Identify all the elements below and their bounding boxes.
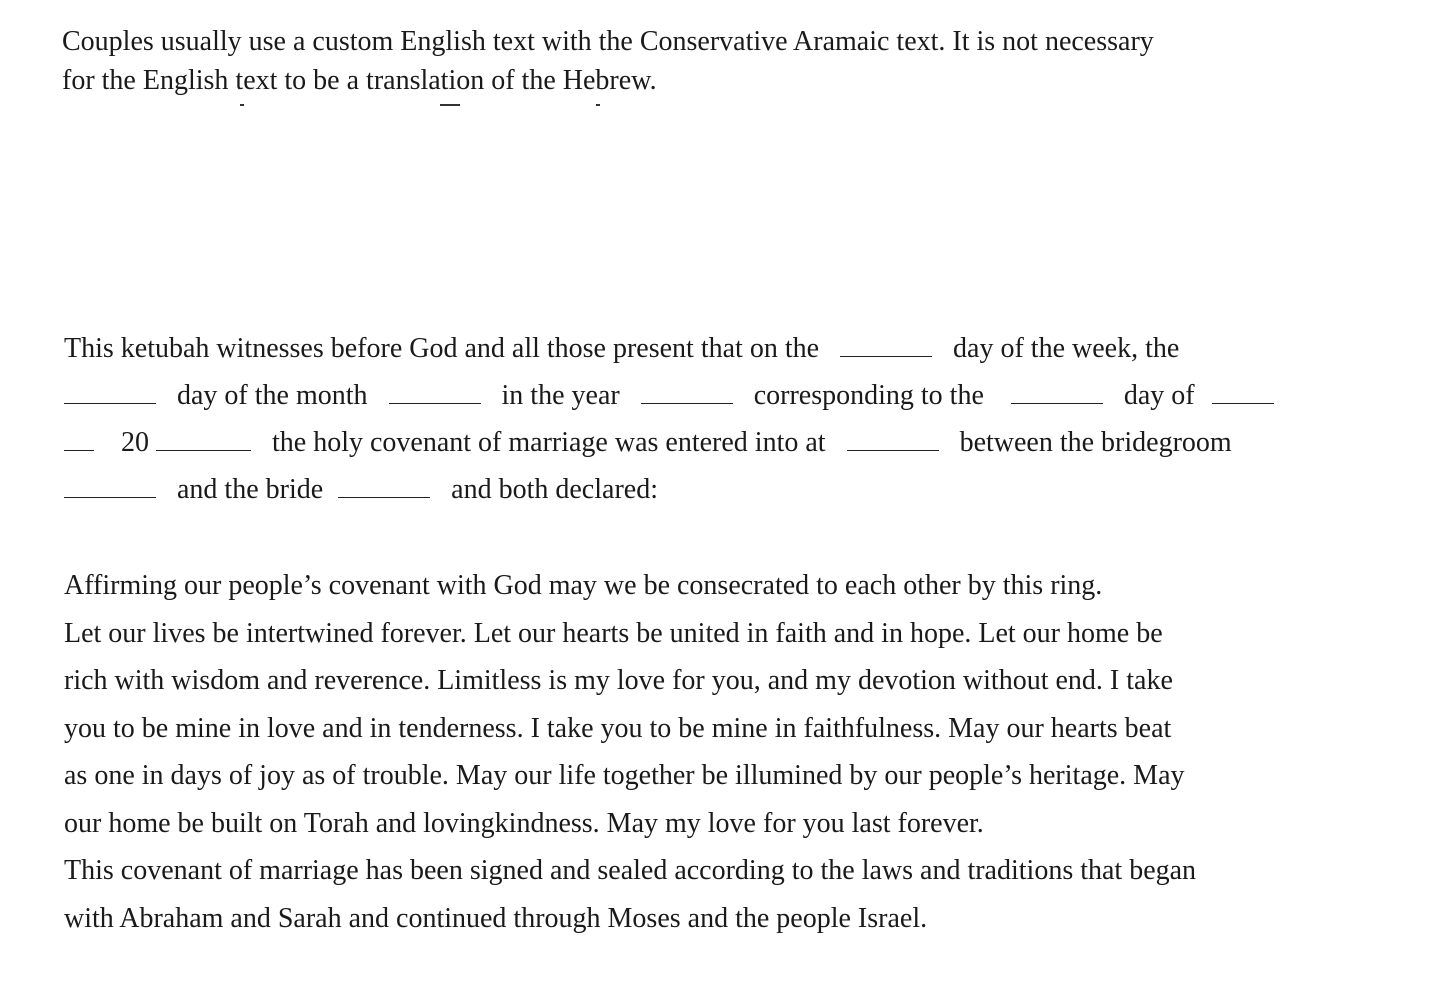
vow-line: This covenant of marriage has been signed and sealed according to the laws and traditions that began bbox=[64, 855, 1197, 886]
witness-text: day of the month bbox=[177, 380, 368, 411]
witness-line-3 bbox=[64, 419, 1354, 466]
vow-line: Affirming our people’s covenant with God may we be consecrated to each other by this ring. bbox=[64, 570, 1103, 601]
blank-bridegroom bbox=[64, 475, 156, 498]
blank-civil-month bbox=[1212, 381, 1274, 404]
intro-line-1: Couples usually use a custom English text with the Conservative Aramaic text. It is not necessary bbox=[62, 26, 1154, 57]
scan-artifact-mark bbox=[240, 104, 244, 106]
blank-civil-month-cont bbox=[64, 428, 94, 451]
scan-artifact-mark bbox=[440, 104, 460, 106]
witness-text: and both declared: bbox=[451, 474, 658, 505]
vow-line: rich with wisdom and reverence. Limitless is my love for you, and my devotion without end. I take bbox=[64, 665, 1173, 696]
witness-text: the holy covenant of marriage was entered into at bbox=[272, 427, 826, 458]
vow-line: as one in days of joy as of trouble. May our life together be illumined by our people’s heritage. May bbox=[64, 760, 1185, 791]
vow-line: Let our lives be intertwined forever. Let our hearts be united in faith and in hope. Let our home be bbox=[64, 617, 1163, 649]
intro-paragraph bbox=[62, 22, 1342, 100]
witness-text: day of bbox=[1123, 380, 1195, 411]
witness-text: and the bride bbox=[177, 474, 324, 505]
witness-line-4 bbox=[64, 466, 1354, 513]
year-prefix: 20 bbox=[121, 427, 149, 458]
vow-line: our home be built on Torah and lovingkindness. May my love for you last forever. bbox=[64, 807, 984, 839]
witness-line-2 bbox=[64, 372, 1354, 419]
vow-line: you to be mine in love and in tenderness. I take you to be mine in faithfulness. May our hearts beat bbox=[64, 712, 1172, 744]
blank-day-of-month bbox=[64, 381, 156, 404]
blank-location bbox=[847, 428, 939, 451]
blank-civil-year bbox=[156, 428, 251, 451]
blank-year bbox=[641, 381, 733, 404]
witness-text: between the bridegroom bbox=[959, 427, 1232, 458]
witness-text: day of the week, the bbox=[953, 333, 1180, 364]
scan-artifact-mark bbox=[596, 104, 600, 106]
witness-text: in the year bbox=[501, 380, 620, 411]
intro-line-2: for the English text to be a translation of the Hebrew. bbox=[62, 65, 657, 96]
blank-month bbox=[389, 381, 481, 404]
vow-line: with Abraham and Sarah and continued through Moses and the people Israel. bbox=[64, 902, 928, 934]
blank-day-of-week bbox=[840, 334, 932, 357]
blank-bride bbox=[338, 475, 430, 498]
ketubah-witness-paragraph bbox=[64, 325, 1354, 513]
witness-text: This ketubah witnesses before God and all those present that on the bbox=[64, 333, 820, 364]
vows-paragraph bbox=[64, 562, 1364, 942]
blank-civil-day bbox=[1011, 381, 1103, 404]
witness-text: corresponding to the bbox=[753, 380, 984, 411]
witness-line-1 bbox=[64, 325, 1354, 372]
